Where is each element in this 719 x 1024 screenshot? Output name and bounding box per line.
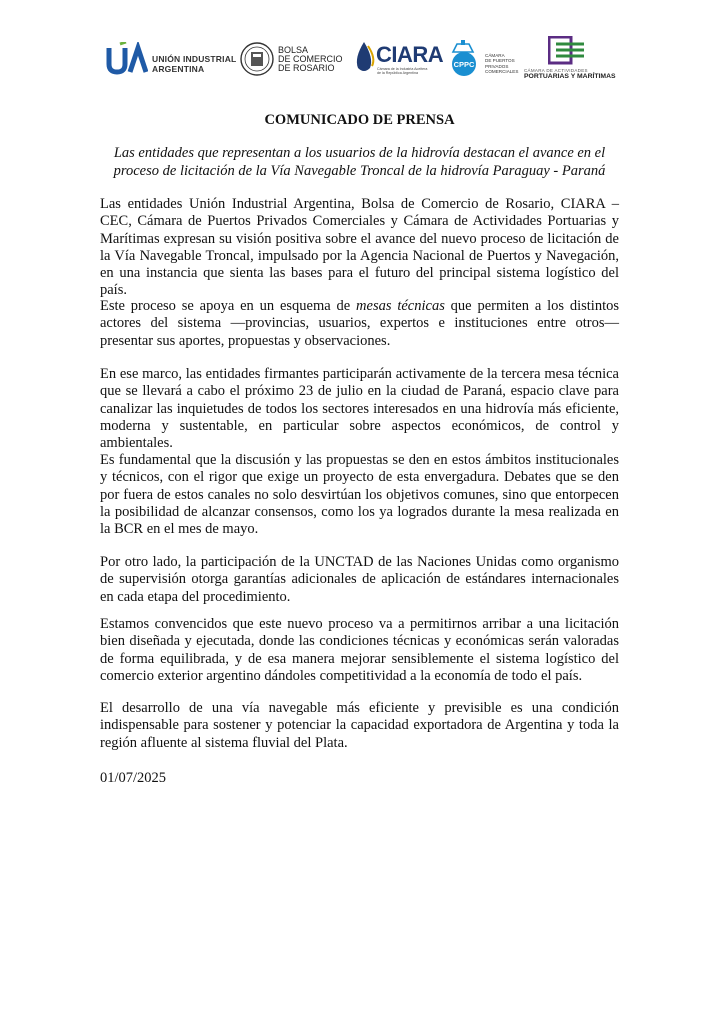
cppc-line2: DE PUERTOS	[485, 58, 515, 64]
paragraph-1: Las entidades Unión Industrial Argentina, Bolsa de Comercio de Rosario, CIARA – CEC, Cámara de Puertos Privados Comerciales y Cámara de Actividades Portuarias y Marítimas expresan su visión positiva sobre el avance del nuevo proceso de licitación de la Vía Navegable Troncal, impulsado por la Agencia Nacional de Puertos y Navegación, en una instancia que sienta las bases para el futuro del principal sistema logístico del país.	[100, 196, 619, 299]
bcr-line2: DE COMERCIO	[278, 54, 343, 64]
cppc-line1: CÁMARA	[485, 53, 505, 58]
cppc-line3: PRIVADOS	[485, 63, 509, 69]
logo-header	[100, 36, 620, 86]
cppc-line4: COMERCIALES	[485, 69, 519, 75]
document-date: 01/07/2025	[100, 770, 167, 786]
bcr-line3: DE ROSARIO	[278, 63, 335, 73]
capym-mark-icon	[548, 36, 586, 66]
subtitle-line2: proceso de licitación de la Vía Navegable Troncal de la hidrovía Paraguay - Paraná	[113, 162, 606, 179]
paragraph-2-start: Este proceso se apoya en un esquema de	[100, 298, 357, 314]
paragraph-7: El desarrollo de una vía navegable más eficiente y previsible es una condición indispensable para sostener y potenciar la capacidad exportadora de Argentina y toda la región afluente al sistema fluvial del Plata.	[100, 700, 619, 751]
paragraph-3: En ese marco, las entidades firmantes participarán activamente de la tercera mesa técnica que se llevará a cabo el próximo 23 de julio en la ciudad de Paraná, espacio clave para canalizar las inquietudes de todos los sectores interesados en una hidrovía más eficiente, moderna y sustentable, en particular sobre aspectos económicos, de control y ambientales.	[100, 366, 619, 452]
uia-mark-icon	[106, 42, 148, 78]
page-title: COMUNICADO DE PRENSA	[264, 112, 455, 128]
capym-name: PORTUARIAS Y MARÍTIMAS	[524, 73, 616, 80]
capym-sub: CÁMARA DE ACTIVIDADES	[524, 68, 588, 73]
ciara-sub2: de la República Argentina	[377, 71, 418, 75]
bcr-line1: BOLSA	[278, 45, 309, 55]
paragraph-2	[100, 298, 619, 350]
cppc-mark-icon	[445, 38, 483, 78]
bcr-seal-icon	[240, 42, 274, 76]
paragraph-2-emphasis: mesas técnicas	[356, 298, 445, 314]
paragraph-5: Por otro lado, la participación de la UNCTAD de las Naciones Unidas como organismo de supervisión otorga garantías adicionales de aplicación de estándares internacionales en cada etapa del procedimiento.	[100, 554, 619, 605]
uia-line1: UNIÓN INDUSTRIAL	[152, 54, 237, 64]
paragraph-4: Es fundamental que la discusión y las propuestas se den en estos ámbitos institucionales y técnicos, con el rigor que exige un proyecto de esta envergadura. Debates que se den por fuera de estos canales no solo desvirtúan los objetivos comunes, sino que entorpecen la posibilidad de alcanzar consensos, como los ya logrados durante la mesa realizada en la BCR en el mes de mayo.	[100, 452, 619, 538]
paragraph-6: Estamos convencidos que este nuevo proceso va a permitirnos arribar a una licitación bien diseñada y ejecutada, donde las condiciones técnicas y económicas serán valoradas de forma equilibrada, y de esa manera mejorar sensiblemente el sistema logístico del comercio exterior argentino dándoles competitividad a la economía de todo el país.	[100, 616, 619, 684]
ciara-sub1: Cámara de la Industria Aceitera	[377, 67, 428, 71]
paragraph-2-end: que permiten a los distintos actores del sistema —provincias, usuarios, expertos e instituciones entre otros— presentar sus aportes, propuestas y observaciones.	[100, 298, 620, 349]
page-subtitle	[104, 145, 615, 180]
cppc-mark-text: CPPC	[453, 60, 475, 69]
ciara-name: CIARA	[376, 42, 444, 67]
subtitle-line1: Las entidades que representan a los usuarios de la hidrovía destacan el avance en el	[113, 145, 606, 161]
uia-line2: ARGENTINA	[152, 64, 205, 74]
